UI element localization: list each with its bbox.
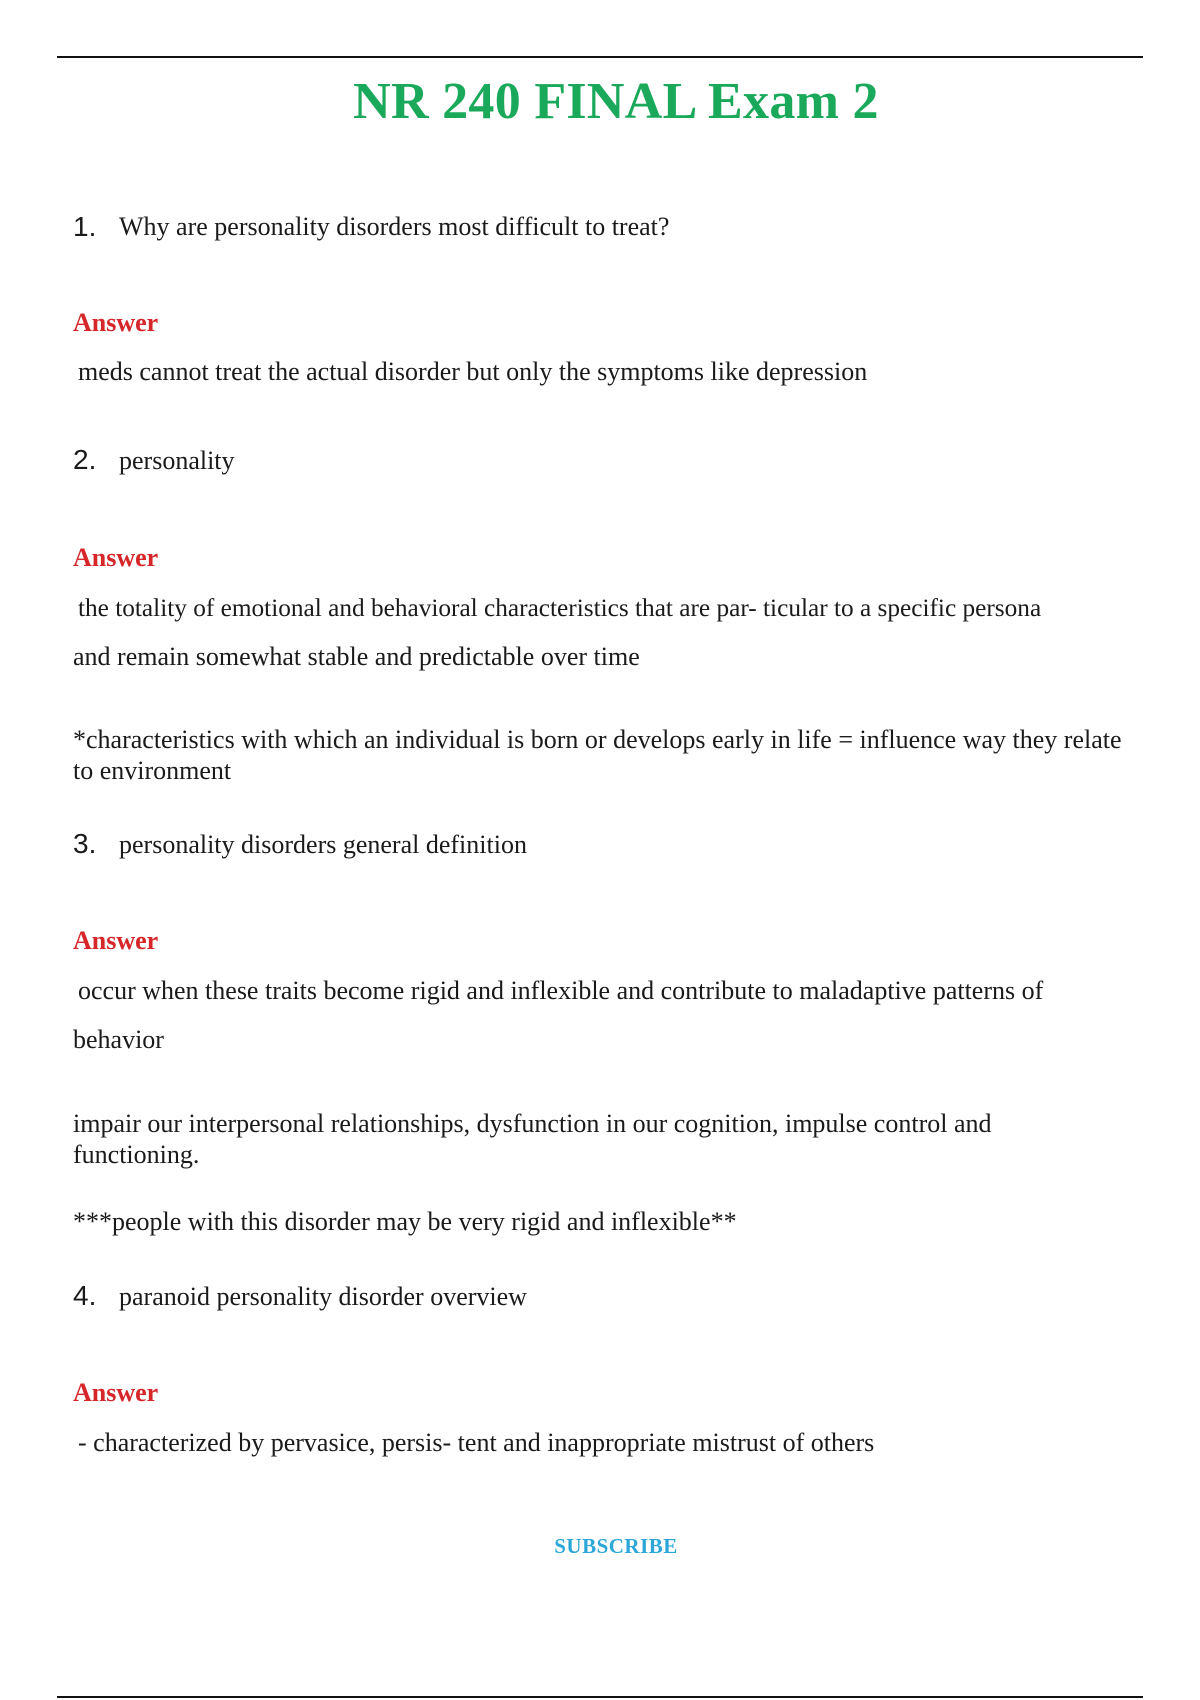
answer-label: Answer [73,926,159,955]
question-text: personality disorders general definition [119,830,527,859]
note-text: ***people with this disorder may be very rigid and inflexible** [73,1207,737,1236]
top-rule [57,56,1143,58]
answer-label: Answer [73,543,159,572]
answer-text: the totality of emotional and behavioral characteristics that are par- ticular to a specific persona [78,594,1042,622]
answer-text: - characterized by pervasice, persis- tent and inappropriate mistrust of others [78,1428,875,1457]
document-title: NR 240 FINAL Exam 2 [353,73,879,130]
note-text: impair our interpersonal relationships, dysfunction in our cognition, impulse control and functioning. [73,1109,992,1169]
question-text: paranoid personality disorder overview [119,1282,527,1311]
question-text: Why are personality disorders most difficult to treat? [119,212,670,241]
question-text: personality [119,446,235,475]
question-number: 4. [73,1280,97,1311]
note-text: *characteristics with which an individual is born or develops early in life = influence way they relate to environment [73,725,1122,785]
subscribe-link[interactable]: SUBSCRIBE [554,1534,678,1558]
answer-text: and remain somewhat stable and predictable over time [73,642,640,671]
question-number: 3. [73,828,97,859]
answer-text: behavior [73,1025,164,1054]
question-number: 2. [73,444,97,475]
bottom-rule [57,1696,1143,1698]
answer-label: Answer [73,1378,159,1407]
answer-label: Answer [73,308,159,337]
answer-text: meds cannot treat the actual disorder but only the symptoms like depression [78,357,868,386]
question-number: 1. [73,211,97,242]
answer-text: occur when these traits become rigid and inflexible and contribute to maladaptive patterns of [78,976,1044,1005]
